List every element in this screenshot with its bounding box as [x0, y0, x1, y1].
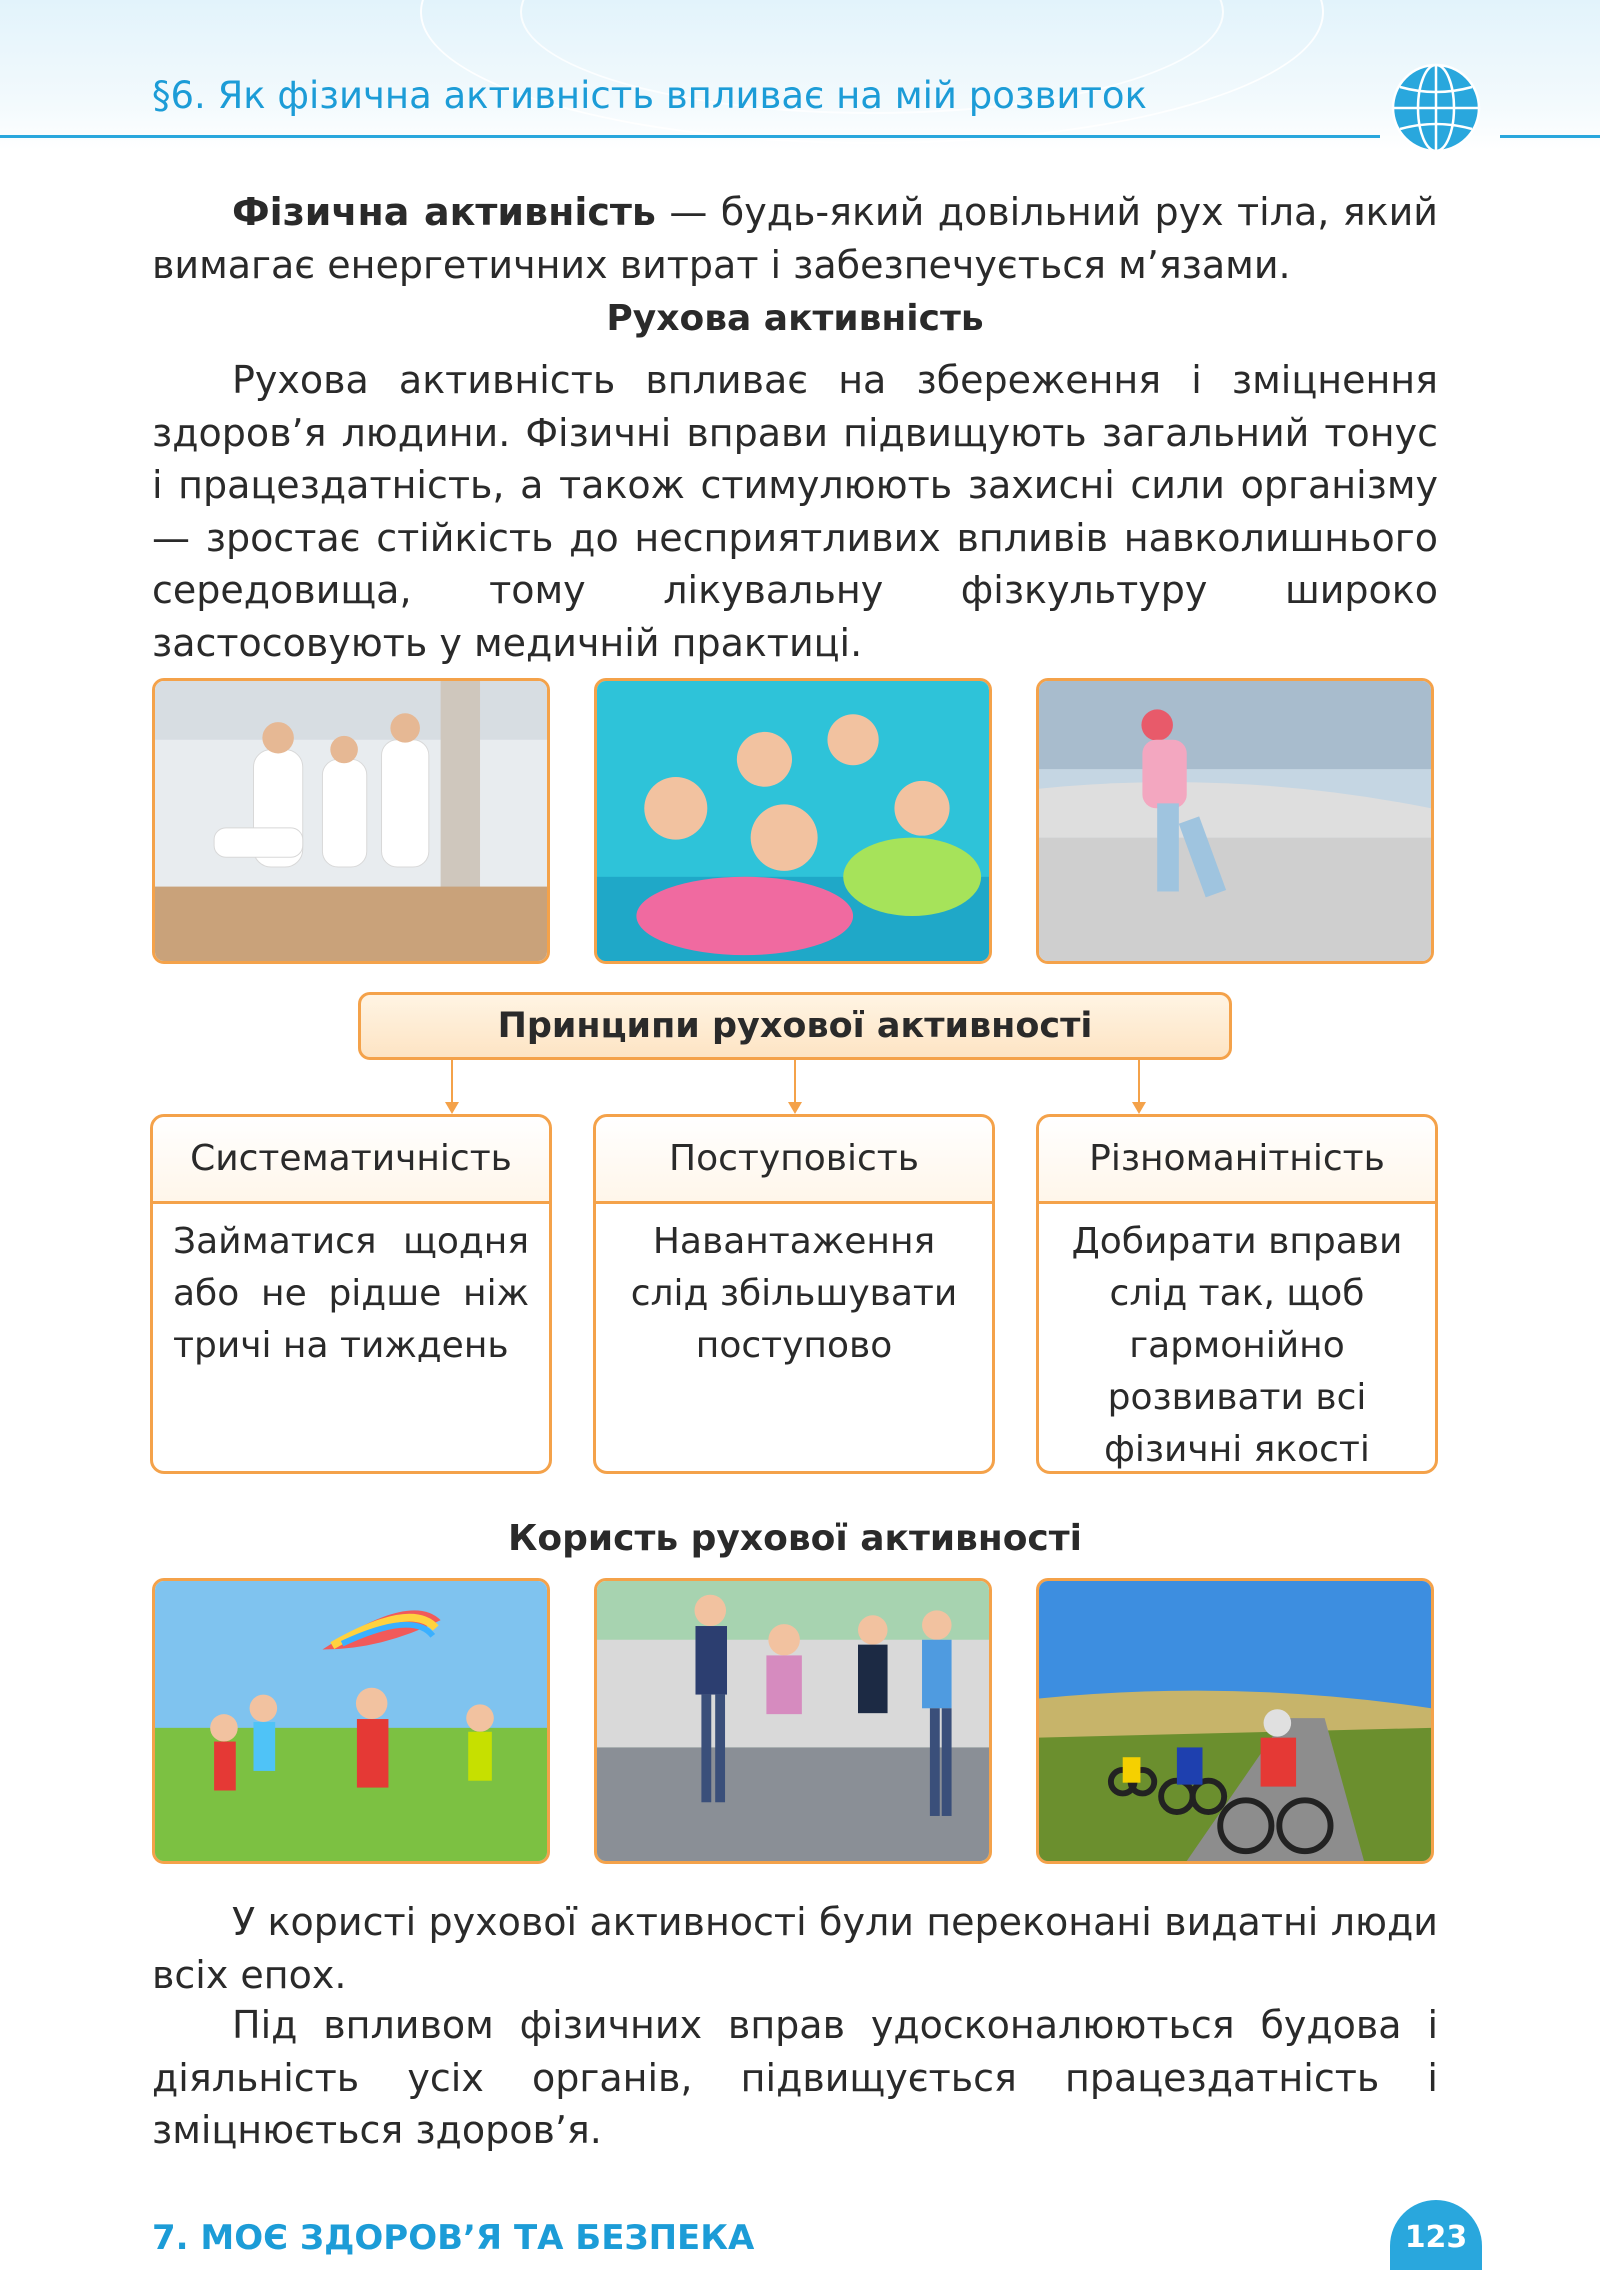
arrow-down-icon: [1132, 1102, 1146, 1114]
diagram-connector: [794, 1060, 796, 1104]
principle-card-title: Поступовість: [596, 1117, 992, 1204]
jumping-kids-photo: [594, 1578, 992, 1864]
karate-kids-photo: [152, 678, 550, 964]
chapter-footer: 7. МОЄ ЗДОРОВ’Я ТА БЕЗПЕКА: [152, 2218, 755, 2258]
principle-card-systematic: [150, 1114, 552, 1474]
principle-card-title: Систематичність: [153, 1117, 549, 1204]
arrow-down-icon: [788, 1102, 802, 1114]
definition-term: Фізична активність: [232, 190, 656, 234]
principle-card-title: Різноманітність: [1039, 1117, 1435, 1204]
header-rule: [0, 135, 1380, 138]
definition-paragraph: [152, 186, 1438, 291]
header-rule: [1500, 135, 1600, 138]
page-number-badge: 123: [1390, 2200, 1482, 2270]
roller-skating-girl-photo: [1036, 678, 1434, 964]
cycling-family-photo: [1036, 1578, 1434, 1864]
principle-card-text: Займатися щодня або не рідше ніж тричі на тиждень: [173, 1221, 529, 1366]
diagram-connector: [451, 1060, 453, 1104]
arrow-down-icon: [445, 1102, 459, 1114]
benefits-paragraph-1: У користі рухової активності були переконані видатні люди всіх епох.: [152, 1900, 1438, 1997]
diagram-connector: [1138, 1060, 1140, 1104]
definition-text: — будь-який довільний рух тіла, який вимагає енергетичних витрат і забезпечується м’язами.: [152, 190, 1439, 287]
principle-card-text: Навантаження слід збільшувати поступово: [630, 1221, 958, 1366]
kite-running-kids-photo: [152, 1578, 550, 1864]
principle-card-gradual: [593, 1114, 995, 1474]
motor-activity-heading: Рухова активність: [606, 298, 984, 339]
principle-card-variety: [1036, 1114, 1438, 1474]
motor-activity-paragraph: Рухова активність впливає на збереження і зміцнення здоров’я людини. Фізичні вправи підвищують загальний тонус і працездатність, а також стимулюють захисні сили організму — зростає стійкість до несприятливих впливів навколишнього середовища, тому лікувальну фізкультуру широко застосовують у медичній практиці.: [152, 358, 1438, 665]
swimming-pool-kids-photo: [594, 678, 992, 964]
principles-title-box: Принципи рухової активності: [358, 992, 1232, 1060]
benefits-paragraph-2: Під впливом фізичних вправ удосконалюються будова і діяльність усіх органів, підвищується працездатність і зміцнюється здоров’я.: [152, 2003, 1438, 2152]
section-title: §6. Як фізична активність впливає на мій розвиток: [152, 74, 1147, 117]
principle-card-text: Добирати вправи слід так, щоб гармонійно розвивати всі фізичні якості: [1071, 1221, 1403, 1470]
benefits-heading: Користь рухової активності: [508, 1518, 1082, 1559]
globe-icon: [1390, 62, 1482, 154]
